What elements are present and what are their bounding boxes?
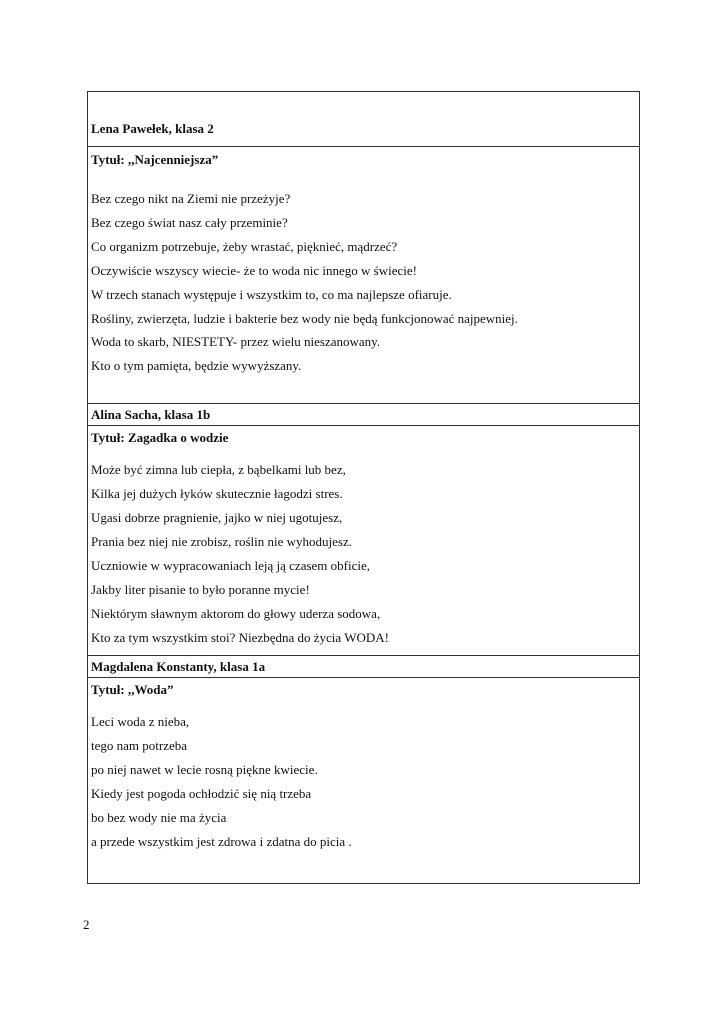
- entry-title: Tytuł: Zagadka o wodzie: [91, 430, 229, 445]
- poem-line: Prania bez niej nie zrobisz, roślin nie wyhodujesz.: [91, 534, 353, 549]
- poem-line: tego nam potrzeba: [91, 738, 188, 753]
- poem-line: a przede wszystkim jest zdrowa i zdatna do picia .: [91, 834, 352, 849]
- poem-line: Uczniowie w wypracowaniach leją ją czasem obficie,: [91, 558, 371, 573]
- row-divider: [88, 146, 639, 147]
- row-divider: [88, 425, 639, 426]
- poem-line: Kto za tym wszystkim stoi? Niezbędna do życia WODA!: [91, 630, 389, 645]
- poem-line: Co organizm potrzebuje, żeby wrastać, pięknieć, mądrzeć?: [91, 239, 398, 254]
- poem-line: Oczywiście wszyscy wiecie- że to woda nic innego w świecie!: [91, 263, 417, 278]
- poem-line: Rośliny, zwierzęta, ludzie i bakterie bez wody nie będą funkcjonować najpewniej.: [91, 311, 518, 326]
- poem-line: Jakby liter pisanie to było poranne mycie!: [91, 582, 310, 597]
- poem-line: Leci woda z nieba,: [91, 714, 190, 729]
- poem-line: Kiedy jest pogoda ochłodzić się nią trzeba: [91, 786, 312, 801]
- poem-line: Bez czego świat nasz cały przeminie?: [91, 215, 288, 230]
- row-divider: [88, 677, 639, 678]
- poem-line: Woda to skarb, NIESTETY- przez wielu nieszanowany.: [91, 334, 381, 349]
- row-divider: [88, 655, 639, 656]
- page-number: 2: [83, 917, 90, 932]
- poem-line: Ugasi dobrze pragnienie, jajko w niej ugotujesz,: [91, 510, 343, 525]
- poem-line: po niej nawet w lecie rosną piękne kwiecie.: [91, 762, 318, 777]
- poem-line: W trzech stanach występuje i wszystkim to, co ma najlepsze ofiaruje.: [91, 287, 452, 302]
- poem-line: Może być zimna lub ciepła, z bąbelkami lub bez,: [91, 462, 346, 477]
- poem-line: Kilka jej dużych łyków skutecznie łagodzi stres.: [91, 486, 343, 501]
- row-divider: [88, 403, 639, 404]
- entry-author: Lena Pawełek, klasa 2: [91, 121, 214, 136]
- entry-title: Tytuł: ,,Najcenniejsza”: [91, 152, 219, 167]
- entry-author: Alina Sacha, klasa 1b: [91, 407, 211, 422]
- entry-author: Magdalena Konstanty, klasa 1a: [91, 659, 266, 674]
- entry-title: Tytuł: ,,Woda”: [91, 682, 174, 697]
- poem-line: Bez czego nikt na Ziemi nie przeżyje?: [91, 191, 291, 206]
- poem-line: bo bez wody nie ma życia: [91, 810, 227, 825]
- poem-line: Niektórym sławnym aktorom do głowy uderza sodowa,: [91, 606, 381, 621]
- poem-line: Kto o tym pamięta, będzie wywyższany.: [91, 358, 302, 373]
- poems-table: [87, 91, 640, 884]
